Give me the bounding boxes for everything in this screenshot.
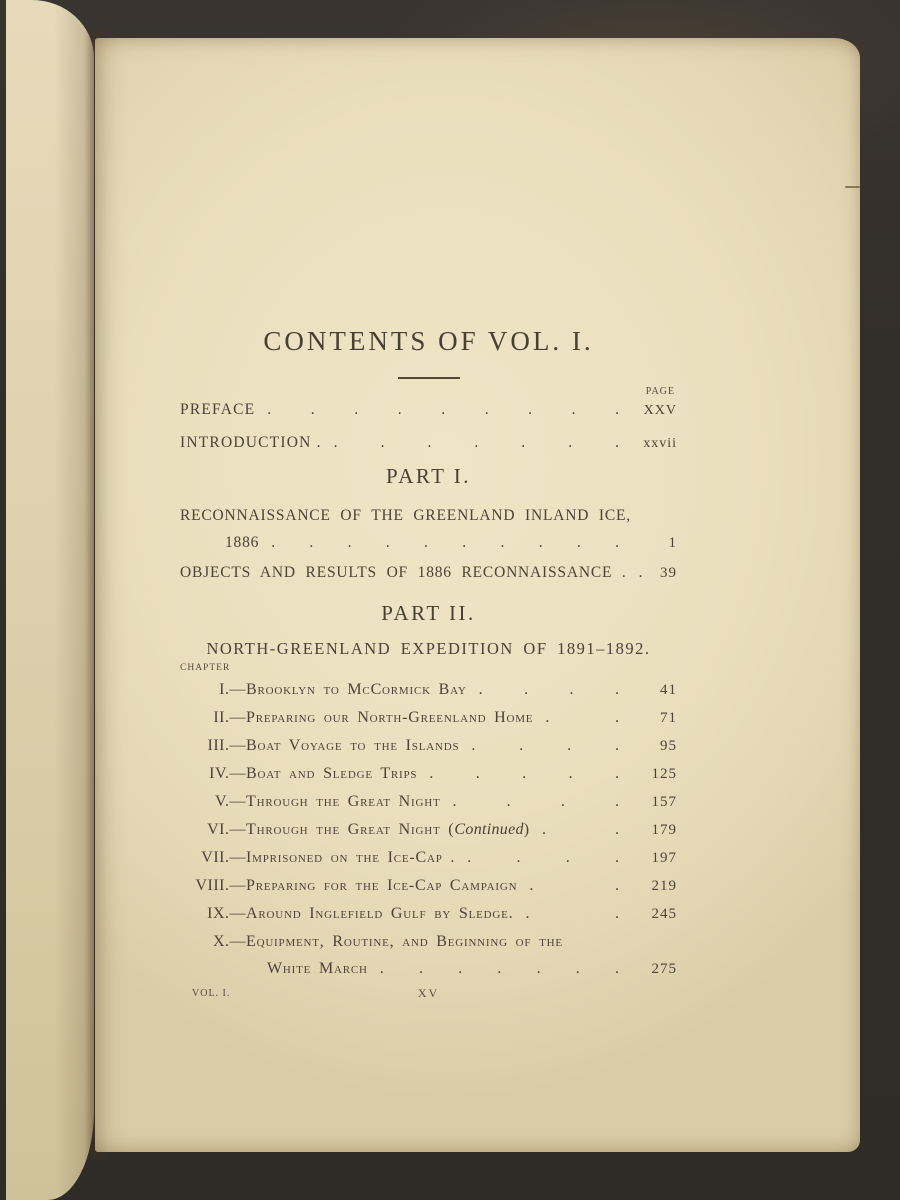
- page-number: 39: [660, 565, 677, 581]
- leader-dots: . .: [525, 905, 619, 922]
- page-number: 275: [651, 961, 677, 977]
- page-number: 1: [668, 535, 677, 551]
- chapter-number: IV.—: [209, 765, 246, 782]
- leader-dots: . . . .: [471, 737, 619, 754]
- page-number: 71: [660, 710, 677, 726]
- toc-row-label: INTRODUCTION .: [180, 434, 322, 451]
- chapter-title-line2: White March: [267, 960, 368, 977]
- chapter-number: X.—: [212, 933, 246, 950]
- chapter-title: Boat Voyage to the Islands: [246, 737, 460, 754]
- entry-year-label: 1886: [225, 534, 260, 551]
- chapter-title: Preparing for the Ice-Cap Campaign: [246, 877, 518, 894]
- part2-heading: PART II.: [381, 601, 476, 625]
- toc-row-introduction: [180, 432, 677, 455]
- part2-subheading: NORTH-GREENLAND EXPEDITION OF 1891–1892.: [206, 639, 651, 658]
- chapter-row-continuation: [180, 956, 677, 982]
- chapter-row: [180, 844, 677, 872]
- chapter-title-continued: Continued: [454, 821, 524, 838]
- part1-entry1-line1: RECONNAISSANCE OF THE GREENLAND INLAND ICE,: [180, 507, 631, 524]
- chapter-number: VIII.—: [195, 877, 246, 894]
- chapter-number: III.—: [207, 737, 246, 754]
- leader-dots: . . . . . . . . .: [267, 401, 619, 418]
- chapter-row: [180, 788, 677, 816]
- page-number: 125: [651, 766, 677, 782]
- leader-dots: . .: [541, 821, 619, 838]
- page-number: 95: [660, 738, 677, 754]
- chapter-row: [180, 928, 677, 956]
- page-number: 219: [651, 878, 677, 894]
- toc-row-preface: [180, 399, 677, 422]
- page-column-label: PAGE: [645, 386, 675, 397]
- chapter-title: Brooklyn to McCormick Bay: [246, 681, 467, 698]
- leader-dots: . . . .: [452, 793, 619, 810]
- chapter-number: IX.—: [207, 905, 246, 922]
- title-rule: [398, 377, 460, 379]
- footer-volume-label: VOL. I.: [192, 988, 231, 999]
- chapter-title: Through the Great Night: [246, 793, 441, 810]
- footer-page-number: XV: [417, 986, 440, 1000]
- chapter-row: [180, 732, 677, 760]
- chapter-row: [180, 900, 677, 928]
- chapter-row: [180, 704, 677, 732]
- page-number: 197: [651, 850, 677, 866]
- chapter-title: Equipment, Routine, and Beginning of the: [246, 933, 563, 950]
- chapter-number: VII.—: [201, 849, 246, 866]
- facing-page-shade: [6, 0, 94, 1200]
- book-page: [95, 38, 860, 1152]
- chapter-number: I.—: [219, 681, 246, 698]
- page-number: 157: [651, 794, 677, 810]
- chapter-title: Through the Great Night (: [246, 821, 455, 838]
- page-number: 179: [651, 822, 677, 838]
- chapter-row: [180, 816, 677, 844]
- leader-dots: . . . . . . .: [333, 434, 619, 451]
- leader-dots: . . . .: [478, 681, 619, 698]
- chapter-title: Preparing our North-Greenland Home: [246, 709, 534, 726]
- chapter-row: [180, 760, 677, 788]
- chapter-title: Boat and Sledge Trips: [246, 765, 418, 782]
- chapter-title-close-paren: ): [523, 821, 530, 838]
- chapter-row: [180, 872, 677, 900]
- page-number: XXV: [643, 403, 677, 418]
- chapter-row: [180, 676, 677, 704]
- part1-entry2: [180, 562, 677, 584]
- part1-heading: PART I.: [385, 464, 472, 488]
- leader-dots: . . . . .: [429, 765, 619, 782]
- contents-block: [180, 326, 677, 1002]
- leader-dots: . . . .: [467, 849, 619, 866]
- page-edge-notch: [845, 186, 860, 188]
- chapter-title: Imprisoned on the Ice-Cap .: [246, 849, 456, 866]
- page-footer: [180, 986, 677, 1002]
- chapter-number: VI.—: [207, 821, 246, 838]
- chapter-number: II.—: [213, 709, 246, 726]
- chapter-list: [180, 676, 677, 982]
- chapter-title: Around Inglefield Gulf by Sledge.: [246, 905, 514, 922]
- part1-entry1-line2: [180, 532, 677, 554]
- leader-dots: . .: [529, 877, 619, 894]
- page-title: CONTENTS OF VOL. I.: [263, 326, 594, 356]
- leader-dots: . .: [545, 709, 619, 726]
- page-number: xxvii: [643, 436, 677, 451]
- page-number: 41: [660, 682, 677, 698]
- toc-row-label: PREFACE: [180, 401, 256, 418]
- toc-row-label: OBJECTS AND RESULTS OF 1886 RECONNAISSANCE .: [180, 564, 627, 581]
- chapter-number: V.—: [215, 793, 246, 810]
- leader-dots: . . . . . . .: [379, 960, 619, 977]
- leader-dots: . . . . . . . . . .: [271, 534, 619, 551]
- leader-dots: .: [638, 564, 643, 581]
- chapter-column-label: CHAPTER: [180, 663, 231, 673]
- page-number: 245: [651, 906, 677, 922]
